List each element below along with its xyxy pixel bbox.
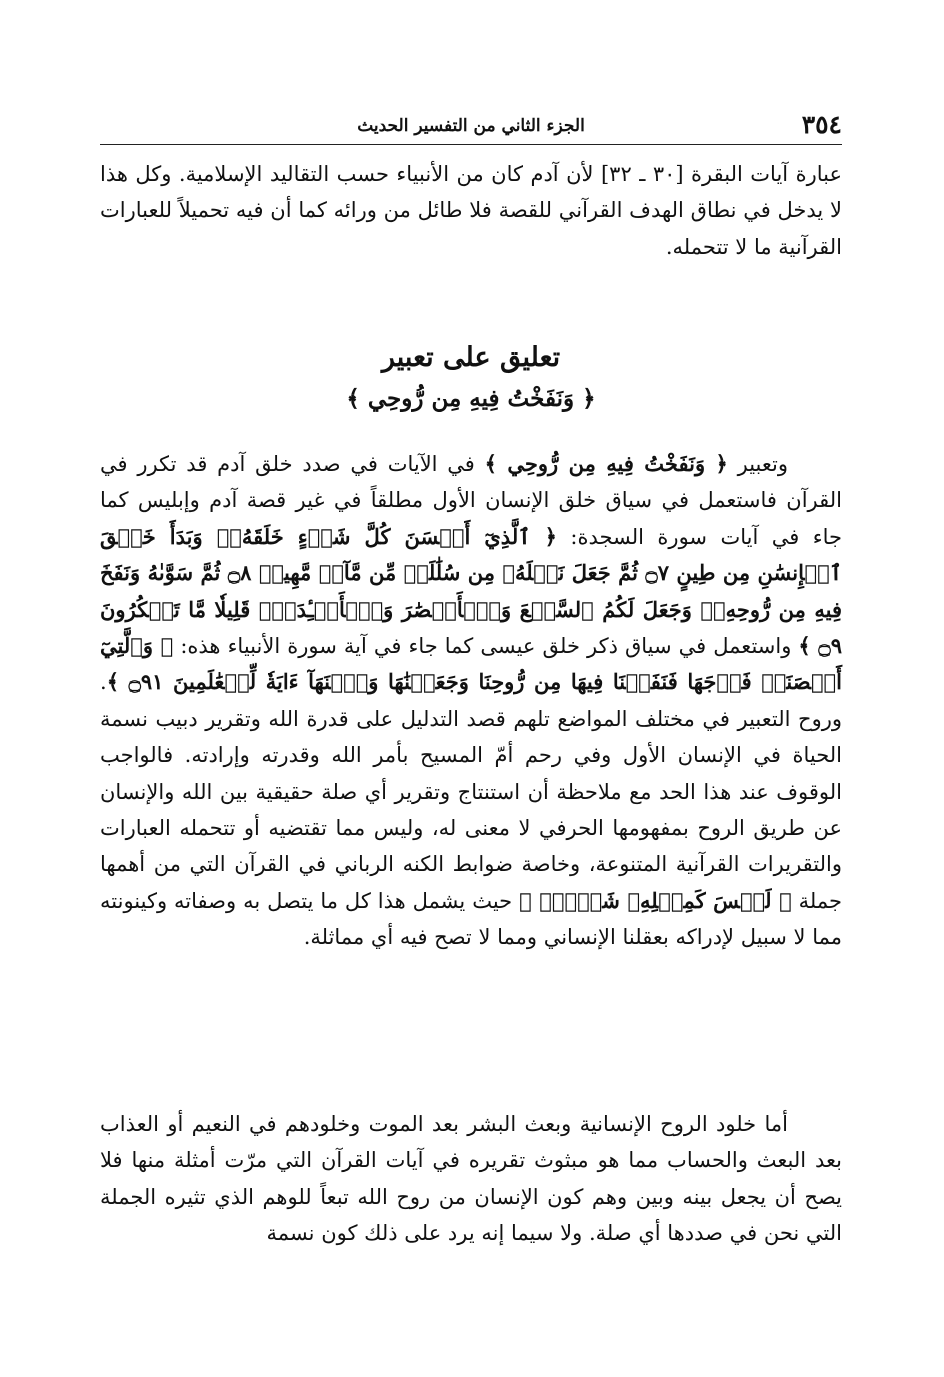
top-paragraph: عبارة آيات البقرة [٣٠ ـ ٣٢] لأن آدم كان من الأنبياء حسب التقاليد الإسلامية. وكل هذا لا يدخل في نطاق الهدف القرآني للقصة فلا طائل من ورائه كما أن فيه تحميلاً للعبارات القرآنية ما لا تتحمله. (100, 162, 842, 259)
paragraph-1-text-b: في الآيات في صدد خلق آدم قد تكرر في القرآن فاستعمل في سياق خلق الإنسان الأول مطلقاً في غير قصة آدم وإبليس كما جاء في آيات سورة السجدة: (100, 452, 842, 549)
section-subtitle: ﴿ وَنَفَخْتُ فِيهِ مِن رُّوحِي ﴾ (346, 385, 596, 412)
quran-quote-shura: ﴿ لَيۡسَ كَمِثۡلِهِۦ شَيۡءٞۖ ﴾ (519, 887, 792, 913)
commentary-paragraph (100, 446, 842, 956)
paragraph-1-text-a: وتعبير (727, 452, 788, 476)
final-paragraph (100, 1106, 842, 1252)
section-title: تعليق على تعبير (381, 342, 561, 373)
page-header (100, 108, 842, 145)
paragraph-1-text-c: واستعمل في سياق ذكر خلق عيسى كما جاء في آية سورة الأنبياء هذه: (173, 634, 799, 659)
quran-quote-sajda: ﴿ ٱلَّذِيٓ أَحۡسَنَ كُلَّ شَيۡءٍ خَلَقَهُۥۖ وَبَدَأَ خَلۡقَ ٱلۡإِنسَٰنِ مِن طِينٍ ۝٧ ثُمَّ جَعَلَ نَسۡلَهُۥ مِن سُلَٰلَةٖ مِّن مَّآءٖ مَّهِينٖ ۝٨ ثُمَّ سَوَّىٰهُ وَنَفَخَ فِيهِ مِن رُّوحِهِۦۖ وَجَعَلَ لَكُمُ ٱلسَّمۡعَ وَٱلۡأَبۡصَٰرَ وَٱلۡأَفۡـِٔدَةَۚ قَلِيلٗا مَّا تَشۡكُرُونَ ۝٩ ﴾ (100, 523, 843, 659)
paragraph-1-text-e: حيث يشمل هذا كل ما يتصل به وصفاته وكينونته مما لا سبيل لإدراكه بعقلنا الإنساني ومما لا تصح فيه أي مماثلة. (100, 888, 842, 950)
page-number: ٣٥٤ (801, 110, 842, 139)
paragraph-1-text-d: . وروح التعبير في مختلف المواضع تلهم قصد التدليل على قدرة الله وتقرير دبيب نسمة الحياة في الإنسان الأول وفي رحم أمّ المسيح بأمر الله وقدرته وإرادته. فالواجب الوقوف عند هذا الحد مع ملاحظة أن استنتاج وتقرير أي صلة حقيقية بين الله والإنسان عن طريق الروح بمفهومها الحرفي لا معنى له، وليس مما تقتضيه أو تتحمله العبارات والتقريرات القرآنية المتنوعة، وخاصة ضوابط الكنه الرباني في القرآن التي من أهمها جملة (100, 670, 843, 913)
continued-paragraph (100, 156, 842, 265)
quran-quote-anbiya: ﴿ وَٱلَّتِيٓ أَحۡصَنَتۡ فَرۡجَهَا فَنَفَخۡنَا فِيهَا مِن رُّوحِنَا وَجَعَلۡنَٰهَا وَٱبۡنَهَآ ءَايَةٗ لِّلۡعَٰلَمِينَ ۝٩١ ﴾ (100, 633, 842, 695)
paragraph-1 (100, 446, 842, 956)
paragraph-2: أما خلود الروح الإنسانية وبعث البشر بعد الموت وخلودهم في النعيم أو العذاب بعد البعث والحساب مما هو مبثوث تقريره في آيات القرآن التي مرّت أمثلة منها فلا يصح أن يجعل بينه وبين وهم كون الإنسان من روح الله تبعاً للوهم الذي تثيره الجملة التي نحن في صددها أي صلة. ولا سيما إنه يرد على ذلك كون نسمة (100, 1112, 842, 1246)
quran-quote: ﴿ وَنَفَخْتُ فِيهِ مِن رُّوحِي ﴾ (484, 451, 728, 476)
running-title: الجزء الثاني من التفسير الحديث (357, 116, 585, 136)
